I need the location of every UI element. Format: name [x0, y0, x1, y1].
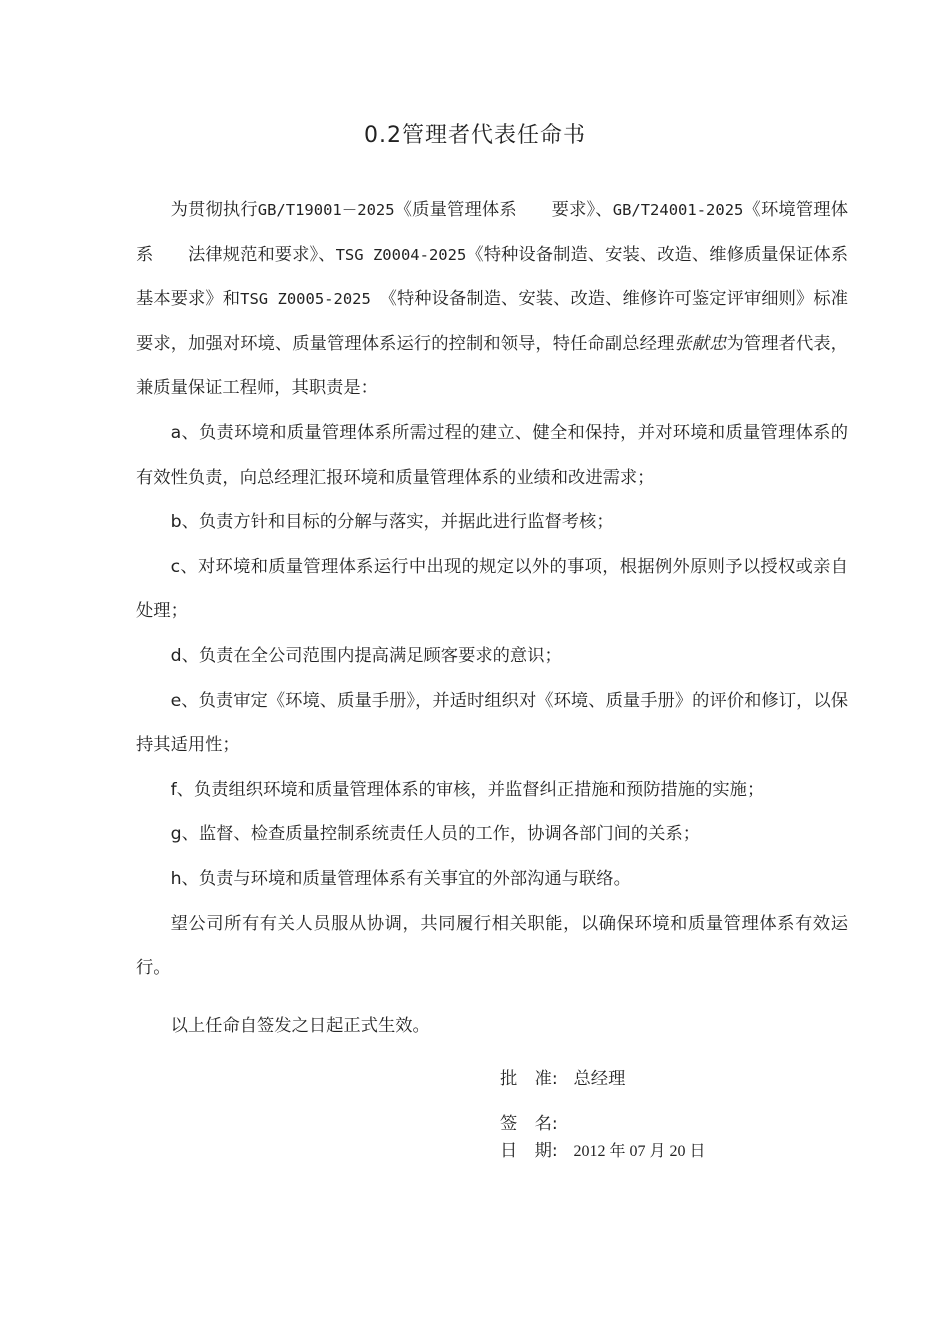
effective-statement: 以上任命自签发之日起正式生效。 — [170, 1016, 430, 1036]
signature-row — [500, 1109, 568, 1134]
duty-item-g: g、监督、检查质量控制系统责任人员的工作，协调各部门间的关系； — [170, 824, 701, 845]
duty-item-c: c、对环境和质量管理体系运行中出现的规定以外的事项，根据例外原则予以授权或亲自处理； — [136, 556, 848, 622]
duty-item-h: h、负责与环境和质量管理体系有关事宜的外部沟通与联络。 — [170, 868, 631, 889]
intro-text-4: 《特种设备制造、安装、改造、维修质量保证体系基本要求》和 — [136, 244, 848, 310]
duty-item-d: d、负责在全公司范围内提高满足顾客要求的意识； — [170, 645, 562, 666]
intro-text-3: 《环境管理体系 法律规范和要求》、 — [136, 200, 848, 265]
approve-label: 批 准: — [500, 1069, 558, 1089]
closing-paragraph: 望公司所有有关人员服从协调，共同履行相关职能，以确保环境和质量管理体系有效运行。 — [136, 913, 848, 979]
approve-row — [500, 1064, 625, 1089]
date-value: 2012 年 07 月 20 日 — [573, 1143, 706, 1160]
date-label: 日 期: — [500, 1141, 558, 1161]
duty-item-a: a、负责环境和质量管理体系所需过程的建立、健全和保持，并对环境和质量管理体系的有效性负责，向总经理汇报环境和质量管理体系的业绩和改进需求； — [136, 422, 848, 488]
standard-tsg-z0005: TSG Z0005-2025 — [240, 290, 371, 309]
appointee-name: 张献忠 — [674, 333, 727, 354]
standard-gbt24001: GB/T24001-2025 — [612, 201, 744, 219]
document-body — [136, 188, 848, 991]
intro-text-6: 为管理者代表，兼质量保证工程师，其职责是： — [136, 333, 848, 399]
duty-item-f: f、负责组织环境和质量管理体系的审核，并监督纠正措施和预防措施的实施； — [170, 779, 765, 800]
standard-gbt19001: GB/T19001－2025 — [257, 201, 395, 219]
intro-text-2: 《质量管理体系 要求》、 — [394, 200, 613, 220]
intro-text-1: 为贯彻执行 — [170, 200, 258, 220]
duty-item-b: b、负责方针和目标的分解与落实，并据此进行监督考核； — [170, 512, 614, 533]
signature-label: 签 名: — [500, 1114, 558, 1134]
standard-tsg-z0004: TSG Z0004-2025 — [335, 245, 467, 264]
duty-item-e: e、负责审定《环境、质量手册》，并适时组织对《环境、质量手册》的评价和修订，以保持其适用性； — [136, 690, 848, 756]
approve-value: 总经理 — [573, 1069, 626, 1089]
document-title: 0.2管理者代表任命书 — [364, 123, 586, 148]
date-row — [500, 1136, 706, 1161]
intro-paragraph — [136, 188, 848, 411]
intro-text-5: 《特种设备制造、安装、改造、维修许可鉴定评审细则》标准要求，加强对环境、质量管理体系运行的控制和领导，特任命副总经理 — [136, 289, 848, 354]
